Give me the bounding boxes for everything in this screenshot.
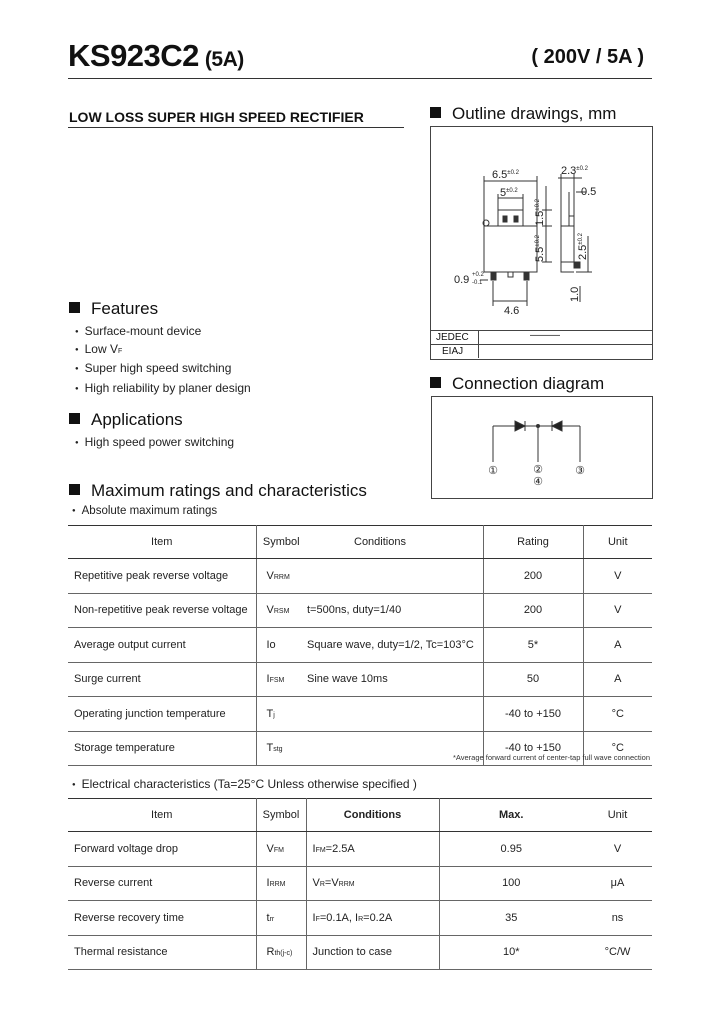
- row-rating: 5*: [483, 628, 583, 663]
- col-conditions: Conditions: [306, 799, 439, 832]
- max-ratings-heading: [69, 481, 367, 501]
- table-row: [68, 832, 652, 867]
- row-conditions: t=500ns, duty=1/40: [306, 593, 483, 628]
- row-item: Non-repetitive peak reverse voltage: [68, 593, 256, 628]
- table-row: [68, 559, 652, 594]
- applications-title: Applications: [91, 410, 183, 429]
- dim-thick: 0.5: [581, 186, 597, 198]
- outline-heading: [430, 104, 616, 124]
- row-unit: A: [583, 662, 652, 697]
- pin-2-label: ②: [533, 464, 543, 476]
- dim-tab-tol: ±0.2: [535, 199, 541, 211]
- electrical-header-row: [68, 799, 652, 832]
- header-rule: [68, 78, 652, 79]
- dim-lead-width: 0.9: [454, 274, 470, 286]
- jedec-label: JEDEC: [436, 332, 469, 343]
- row-item: Operating junction temperature: [68, 697, 256, 732]
- dim-body-tol: ±0.2: [535, 235, 541, 247]
- col-symbol: Symbol: [256, 526, 306, 559]
- svg-text:2.5±0.2: [577, 232, 589, 260]
- row-unit: A: [583, 628, 652, 663]
- features-heading: [69, 299, 158, 319]
- dim-side: 2.3: [561, 165, 577, 177]
- outline-drawing: [430, 126, 652, 360]
- svg-text:5.5±0.2: [534, 234, 546, 262]
- table-row: [68, 866, 652, 901]
- row-conditions: IF=0.1A, IR=0.2A: [306, 901, 439, 936]
- subtitle-underline: [68, 127, 404, 128]
- col-unit: Unit: [583, 799, 652, 832]
- connection-title: Connection diagram: [452, 374, 605, 393]
- dim-foot: 1.0: [569, 286, 581, 302]
- row-conditions: VR=VRRM: [306, 866, 439, 901]
- device-subtitle: LOW LOSS SUPER HIGH SPEED RECTIFIER: [69, 109, 364, 125]
- row-max: 0.95: [439, 832, 583, 867]
- row-item: Reverse recovery time: [68, 901, 256, 936]
- row-conditions: Junction to case: [306, 935, 439, 970]
- square-bullet-icon: [69, 413, 80, 424]
- feature-item: ● Super high speed switching: [75, 361, 231, 375]
- dim-inner-tol: ±0.2: [506, 188, 518, 194]
- electrical-subheading: ● Electrical characteristics (Ta=25°C Unless otherwise specified ): [72, 777, 417, 791]
- svg-text:2.3±0.2: [561, 165, 589, 177]
- table-row: [68, 593, 652, 628]
- row-symbol: Io: [256, 628, 306, 663]
- max-ratings-footnote: *Average forward current of center-tap full wave connection: [452, 753, 650, 762]
- row-symbol: VRRM: [256, 559, 306, 594]
- square-bullet-icon: [69, 484, 80, 495]
- square-bullet-icon: [430, 377, 441, 388]
- row-item: Average output current: [68, 628, 256, 663]
- row-unit: μA: [583, 866, 652, 901]
- row-conditions: [306, 697, 483, 732]
- dim-width-tol: ±0.2: [507, 170, 519, 176]
- dim-side-tol: ±0.2: [576, 166, 588, 172]
- table-row: [68, 628, 652, 663]
- row-item: Storage temperature: [68, 731, 256, 766]
- col-max: Max.: [439, 799, 583, 832]
- row-symbol: Tstg: [256, 731, 306, 766]
- feature-item: ● Surface-mount device: [75, 324, 201, 338]
- feature-item: [75, 342, 122, 356]
- row-unit: V: [583, 559, 652, 594]
- row-symbol: Rth(j-c): [256, 935, 306, 970]
- package-tab-front: [498, 210, 523, 226]
- row-max: 35: [439, 901, 583, 936]
- dim-width: 6.5: [492, 169, 508, 181]
- package-body-side: [561, 226, 574, 262]
- jedec-value: ———: [530, 330, 560, 341]
- row-symbol: Tj: [256, 697, 306, 732]
- feature-low-vf: Low V: [84, 342, 118, 356]
- row-symbol: IFSM: [256, 662, 306, 697]
- abs-max-subheading: ● Absolute maximum ratings: [72, 505, 217, 517]
- row-item: Reverse current: [68, 866, 256, 901]
- row-unit: ns: [583, 901, 652, 936]
- row-max: 10*: [439, 935, 583, 970]
- part-number: KS923C2: [68, 38, 199, 73]
- dim-lead-tol: ±0.2: [578, 233, 584, 245]
- row-unit: °C: [583, 731, 652, 766]
- row-unit: °C: [583, 697, 652, 732]
- row-unit: V: [583, 832, 652, 867]
- pin-4-label: ④: [533, 476, 543, 488]
- row-unit: V: [583, 593, 652, 628]
- lead-left: [491, 272, 496, 280]
- max-ratings-title: Maximum ratings and characteristics: [91, 481, 367, 500]
- row-conditions: IFM=2.5A: [306, 832, 439, 867]
- col-conditions: Conditions: [306, 526, 483, 559]
- lead-center: [508, 272, 513, 277]
- row-unit: °C/W: [583, 935, 652, 970]
- svg-text:6.5±0.2: [492, 169, 520, 181]
- part-current: (5A): [204, 48, 244, 71]
- row-symbol: VRSM: [256, 593, 306, 628]
- row-max: 100: [439, 866, 583, 901]
- row-symbol: trr: [256, 901, 306, 936]
- feature-low-vf-sub: F: [117, 348, 123, 355]
- diode-1-symbol: [515, 421, 525, 431]
- table-row: [68, 697, 652, 732]
- col-item: Item: [68, 799, 256, 832]
- max-ratings-header-row: [68, 526, 652, 559]
- connection-heading: [430, 374, 604, 394]
- applications-heading: [69, 410, 183, 430]
- max-ratings-table: [68, 525, 652, 766]
- svg-text:5±0.2: [500, 187, 518, 199]
- col-unit: Unit: [583, 526, 652, 559]
- dim-lead-height: 2.5: [577, 244, 589, 260]
- diode-2-symbol: [552, 421, 562, 431]
- connection-diagram: [431, 396, 653, 498]
- part-number-title: [68, 38, 244, 74]
- electrical-table: [68, 798, 652, 970]
- dim-lead-width-tol-up: +0.2: [472, 272, 484, 278]
- dim-body: 5.5: [534, 246, 546, 262]
- dim-lead-width-tol-dn: -0.1: [472, 280, 483, 286]
- svg-text:1.5±0.2: [534, 198, 546, 226]
- feature-item: ● High reliability by planer design: [75, 381, 251, 395]
- table-row: [68, 935, 652, 970]
- square-bullet-icon: [69, 302, 80, 313]
- row-symbol: IRRM: [256, 866, 306, 901]
- jedec-row-mid: [430, 344, 652, 345]
- col-symbol: Symbol: [256, 799, 306, 832]
- pin-3-label: ③: [575, 465, 585, 477]
- jedec-divider: [478, 330, 479, 358]
- dim-inner: 5: [500, 187, 507, 199]
- table-row: [68, 901, 652, 936]
- row-conditions: Square wave, duty=1/2, Tc=103°C: [306, 628, 483, 663]
- application-item: ● High speed power switching: [75, 435, 234, 449]
- outline-title: Outline drawings, mm: [452, 104, 617, 123]
- dim-tab: 1.5: [534, 210, 546, 226]
- dim-pitch: 4.6: [504, 305, 520, 317]
- row-rating: 200: [483, 593, 583, 628]
- table-row: [68, 662, 652, 697]
- lead-right: [524, 272, 529, 280]
- row-item: Repetitive peak reverse voltage: [68, 559, 256, 594]
- row-rating: 50: [483, 662, 583, 697]
- spec-rating: ( 200V / 5A ): [531, 46, 644, 68]
- row-conditions: [306, 559, 483, 594]
- square-bullet-icon: [430, 107, 441, 118]
- row-symbol: VFM: [256, 832, 306, 867]
- features-title: Features: [91, 299, 159, 318]
- eiaj-label: EIAJ: [442, 346, 464, 357]
- row-conditions: Sine wave 10ms: [306, 662, 483, 697]
- row-rating: -40 to +150: [483, 697, 583, 732]
- package-body-front: [484, 226, 537, 272]
- row-item: Surge current: [68, 662, 256, 697]
- col-item: Item: [68, 526, 256, 559]
- row-item: Forward voltage drop: [68, 832, 256, 867]
- row-item: Thermal resistance: [68, 935, 256, 970]
- col-rating: Rating: [483, 526, 583, 559]
- row-rating: -40 to +150: [483, 731, 583, 766]
- pin-1-label: ①: [488, 465, 498, 477]
- row-rating: 200: [483, 559, 583, 594]
